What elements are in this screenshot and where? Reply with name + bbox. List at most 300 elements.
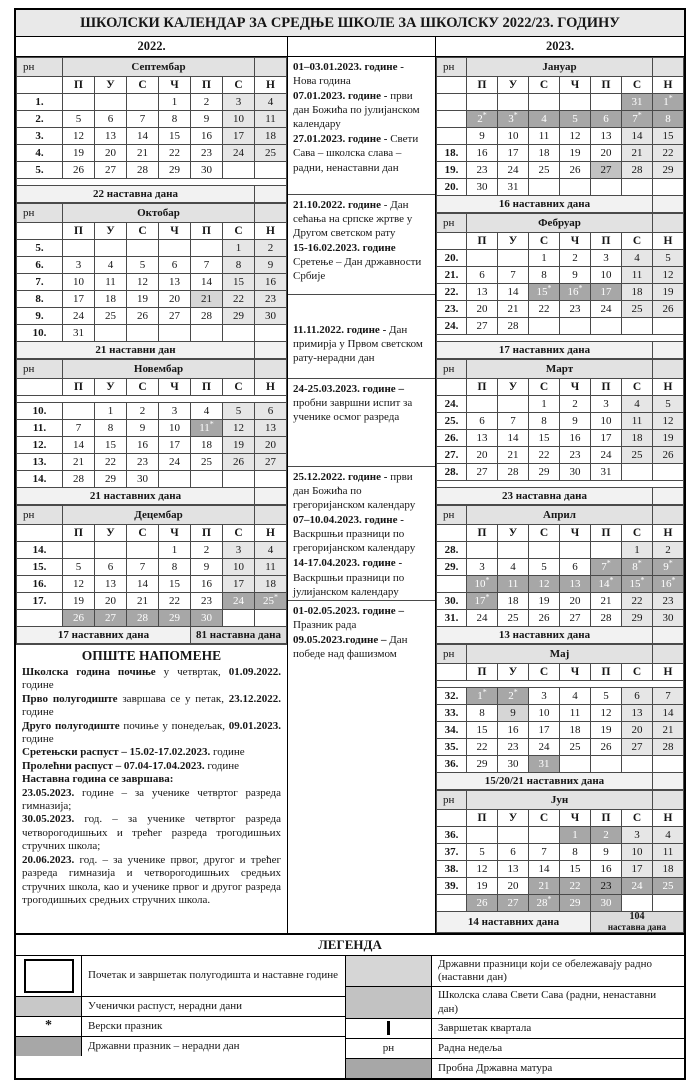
week-row <box>17 128 287 145</box>
week-number: 4. <box>17 145 63 162</box>
empty-day-cell <box>653 895 684 912</box>
day-cell: 17 <box>529 722 560 739</box>
day-cell: 5 <box>560 111 591 128</box>
week-number: 16. <box>17 576 63 593</box>
day-cell: 26 <box>223 454 255 471</box>
month-footer-row <box>437 773 684 790</box>
day-cell: 12 <box>653 413 684 430</box>
day-cell: 23 <box>467 162 498 179</box>
day-cell: 23 <box>653 593 684 610</box>
day-cell: 14 <box>127 128 159 145</box>
weeknum-header-cell <box>437 77 467 94</box>
day-cell: 24 <box>63 308 95 325</box>
day-cell: 2 <box>560 396 591 413</box>
legend-swatch <box>346 987 432 1017</box>
weekday-label: С <box>529 525 560 542</box>
weekday-label: П <box>467 810 498 827</box>
weekday-label: У <box>498 810 529 827</box>
month-header-end-cell <box>255 360 287 379</box>
day-cell: 2 <box>191 94 223 111</box>
empty-day-cell <box>622 756 653 773</box>
legend-label: Почетак и завршетак полугодишта и наставне године <box>88 969 338 982</box>
weekday-header-row <box>17 379 287 396</box>
spacer-cell <box>437 681 684 688</box>
weekday-label: П <box>191 525 223 542</box>
day-cell: 8 <box>467 705 498 722</box>
day-cell: 21 <box>591 593 622 610</box>
column-2022-months <box>16 57 288 933</box>
day-cell: 30 <box>191 610 223 627</box>
day-cell: 3* <box>498 111 529 128</box>
legend-row-right-3 <box>346 1039 684 1059</box>
holiday-note-section <box>288 57 435 195</box>
weekday-label: С <box>622 810 653 827</box>
week-row <box>437 267 684 284</box>
weekday-label: У <box>498 77 529 94</box>
empty-day-cell <box>591 318 622 335</box>
legend-label: Завршетак квартала <box>438 1021 532 1034</box>
empty-day-cell <box>223 471 255 488</box>
day-cell: 26 <box>467 895 498 912</box>
day-cell: 20 <box>560 593 591 610</box>
day-cell: 19 <box>591 722 622 739</box>
weekday-header-row <box>437 233 684 250</box>
holiday-note: 01–03.01.2023. године - Нова година <box>293 61 404 88</box>
month-header-row <box>17 506 287 525</box>
legend-left-column <box>16 956 346 1078</box>
day-cell: 3 <box>467 559 498 576</box>
day-cell: 19 <box>560 145 591 162</box>
empty-day-cell <box>255 471 287 488</box>
footer-empty-cell <box>653 627 684 644</box>
week-number: 33. <box>437 705 467 722</box>
day-cell: 1 <box>159 94 191 111</box>
day-cell: 1* <box>467 688 498 705</box>
week-column-header: рн <box>437 214 467 233</box>
day-cell: 26 <box>529 610 560 627</box>
year-left-label: 2022. <box>16 37 288 56</box>
general-remarks <box>16 644 287 933</box>
empty-day-cell <box>127 325 159 342</box>
week-number: 9. <box>17 308 63 325</box>
weekday-label: Н <box>653 810 684 827</box>
day-cell: 17 <box>159 437 191 454</box>
legend-swatch <box>346 1059 432 1078</box>
week-number: 7. <box>17 274 63 291</box>
holiday-asterisk: * <box>606 558 611 568</box>
week-number: 37. <box>437 844 467 861</box>
week-number-empty <box>437 128 467 145</box>
week-row <box>437 145 684 162</box>
day-cell: 5 <box>529 559 560 576</box>
day-cell: 12 <box>653 267 684 284</box>
week-column-header: рн <box>17 506 63 525</box>
month-header-row <box>437 360 684 379</box>
day-cell: 27 <box>498 895 529 912</box>
weekday-header-row <box>17 223 287 240</box>
weekday-label: П <box>63 223 95 240</box>
month-footer-row <box>17 186 287 203</box>
empty-day-cell <box>622 895 653 912</box>
day-cell: 29 <box>223 308 255 325</box>
empty-day-cell <box>467 94 498 111</box>
legend-title: ЛЕГЕНДА <box>16 935 684 956</box>
week-number: 24. <box>437 396 467 413</box>
day-cell: 7 <box>653 688 684 705</box>
day-cell: 24 <box>529 739 560 756</box>
day-cell: 14* <box>591 576 622 593</box>
weekday-label: С <box>529 233 560 250</box>
teaching-days-count: 17 наставних дана <box>17 627 191 644</box>
week-number-empty <box>437 111 467 128</box>
day-cell: 21 <box>529 878 560 895</box>
day-cell: 20 <box>95 145 127 162</box>
weekday-label: У <box>498 379 529 396</box>
week-number: 38. <box>437 861 467 878</box>
day-cell: 26 <box>127 308 159 325</box>
week-row <box>437 739 684 756</box>
weekday-label: С <box>622 233 653 250</box>
day-cell: 28 <box>622 162 653 179</box>
day-cell: 9 <box>191 111 223 128</box>
legend-swatch <box>346 1039 432 1058</box>
day-cell: 5 <box>127 257 159 274</box>
weekday-label: П <box>467 664 498 681</box>
legend <box>14 935 686 1080</box>
weekday-label: У <box>498 525 529 542</box>
empty-day-cell <box>95 325 127 342</box>
day-cell: 10 <box>529 705 560 722</box>
month-header-row <box>437 506 684 525</box>
day-cell: 19 <box>529 593 560 610</box>
semester-start-end-marker <box>24 959 74 993</box>
weekday-label: С <box>127 223 159 240</box>
color-swatch <box>346 956 431 986</box>
week-number: 6. <box>17 257 63 274</box>
month-header-row <box>17 360 287 379</box>
week-row <box>437 844 684 861</box>
day-cell: 15* <box>529 284 560 301</box>
holiday-note: 01-02.05.2023. године – Празник рада <box>293 605 404 632</box>
day-cell: 9 <box>560 413 591 430</box>
week-number: 5. <box>17 240 63 257</box>
week-number: 21. <box>437 267 467 284</box>
holiday-asterisk: * <box>274 592 278 602</box>
day-cell: 24 <box>223 593 255 610</box>
day-cell: 27 <box>591 162 622 179</box>
day-cell: 8 <box>529 413 560 430</box>
day-cell: 10* <box>467 576 498 593</box>
teaching-days-count: 15/20/21 наставних дана <box>437 773 653 790</box>
day-cell: 25 <box>653 878 684 895</box>
weekday-label: У <box>498 233 529 250</box>
day-cell: 31 <box>591 464 622 481</box>
year-middle-spacer <box>288 37 436 56</box>
month-header-end-cell <box>653 360 684 379</box>
holiday-asterisk: * <box>578 283 583 293</box>
week-number: 20. <box>437 250 467 267</box>
day-cell: 4 <box>255 542 287 559</box>
remark-paragraph: Наставна година се завршава: <box>22 773 174 786</box>
weeknum-header-cell <box>437 233 467 250</box>
day-cell: 6 <box>467 413 498 430</box>
day-cell: 5 <box>63 111 95 128</box>
weekday-label: Н <box>255 379 287 396</box>
day-cell: 22 <box>529 301 560 318</box>
day-cell: 5 <box>653 396 684 413</box>
week-number: 14. <box>17 542 63 559</box>
day-cell: 21 <box>653 722 684 739</box>
day-cell: 20 <box>159 291 191 308</box>
weekday-label: Ч <box>159 223 191 240</box>
week-row <box>437 284 684 301</box>
spacer-row <box>437 681 684 688</box>
weekday-label: П <box>591 77 622 94</box>
week-number: 29. <box>437 559 467 576</box>
day-cell: 15 <box>560 861 591 878</box>
day-cell: 15 <box>653 128 684 145</box>
weekday-label: С <box>127 379 159 396</box>
day-cell: 18 <box>622 430 653 447</box>
weekday-label: П <box>467 77 498 94</box>
month-Септембар <box>16 57 287 203</box>
month-header-row <box>437 791 684 810</box>
weekday-label: С <box>127 77 159 94</box>
week-column-header: рн <box>437 791 467 810</box>
day-cell: 18 <box>95 291 127 308</box>
day-cell: 29 <box>467 756 498 773</box>
day-cell: 26 <box>653 447 684 464</box>
legend-label: Пробна Државна матура <box>438 1061 553 1074</box>
teaching-days-number: 104 <box>629 911 645 922</box>
week-row <box>437 593 684 610</box>
remark-paragraph: Прво полугодиште завршава се у петак, 23.12.2022. године <box>22 692 281 719</box>
day-cell: 18 <box>498 593 529 610</box>
day-cell: 4 <box>498 559 529 576</box>
week-row <box>437 162 684 179</box>
day-cell: 30 <box>467 179 498 196</box>
week-column-header: рн <box>17 360 63 379</box>
weekday-label: П <box>591 664 622 681</box>
day-cell: 13 <box>159 274 191 291</box>
empty-day-cell <box>191 325 223 342</box>
legend-row-left-1 <box>16 997 345 1017</box>
holiday-note: 09.05.2023.године – Дан победе над фашизмом <box>293 634 408 661</box>
day-cell: 29 <box>622 610 653 627</box>
legend-right-column <box>346 956 684 1078</box>
day-cell: 12 <box>560 128 591 145</box>
remark-paragraph: 20.06.2023. год. – за ученике првог, другог и трећег разреда гимназија и четворогодишњих средњих стручних школа, као и ученике првог и другог разреда трогодишњих средњих стручних школа. <box>22 853 281 906</box>
day-cell: 15 <box>467 722 498 739</box>
day-cell: 7* <box>622 111 653 128</box>
remark-paragraph: Сретењски распуст – 15.02-17.02.2023. године <box>22 746 245 759</box>
quarter-end-line-marker <box>387 1021 391 1035</box>
weeknum-header-cell <box>17 525 63 542</box>
month-name: Април <box>467 506 653 525</box>
week-number: 22. <box>437 284 467 301</box>
legend-swatch <box>16 997 82 1016</box>
footer-empty-cell <box>255 488 287 505</box>
week-column-header: рн <box>437 645 467 664</box>
empty-day-cell <box>127 94 159 111</box>
week-number: 15. <box>17 559 63 576</box>
weekday-label: С <box>622 379 653 396</box>
day-cell: 1 <box>529 396 560 413</box>
day-cell: 3 <box>591 250 622 267</box>
week-number: 24. <box>437 318 467 335</box>
legend-label: Ученички распуст, нерадни дани <box>88 999 243 1012</box>
day-cell: 12 <box>591 705 622 722</box>
day-cell: 30 <box>255 308 287 325</box>
holiday-asterisk: * <box>547 283 552 293</box>
week-number-empty <box>17 610 63 627</box>
day-cell: 17 <box>591 284 622 301</box>
footer-empty-cell <box>653 488 684 505</box>
day-cell: 7 <box>127 111 159 128</box>
legend-row-left-3 <box>16 1037 345 1056</box>
day-cell: 30 <box>560 464 591 481</box>
week-number-empty <box>437 895 467 912</box>
weeknum-header-cell <box>437 379 467 396</box>
day-cell: 4 <box>191 403 223 420</box>
calendar-sheet <box>14 8 686 1080</box>
empty-day-cell <box>159 471 191 488</box>
spacer-row <box>437 335 684 342</box>
empty-day-cell <box>223 610 255 627</box>
color-swatch <box>346 987 431 1017</box>
teaching-days-count: 22 наставна дана <box>17 186 255 203</box>
month-footer-row <box>437 627 684 644</box>
day-cell: 3 <box>591 396 622 413</box>
day-cell: 1 <box>223 240 255 257</box>
month-footer-row <box>437 912 684 933</box>
day-cell: 25 <box>529 162 560 179</box>
day-cell: 7 <box>529 844 560 861</box>
day-cell: 5 <box>591 688 622 705</box>
day-cell: 14 <box>653 705 684 722</box>
day-cell: 20 <box>95 593 127 610</box>
day-cell: 30 <box>653 610 684 627</box>
footer-empty-cell <box>653 342 684 359</box>
legend-swatch <box>346 1019 432 1038</box>
day-cell: 1 <box>622 542 653 559</box>
weekday-header-row <box>437 810 684 827</box>
legend-label: Верски празник <box>88 1019 163 1032</box>
spacer-row <box>437 481 684 488</box>
day-cell: 31 <box>622 94 653 111</box>
day-cell: 13 <box>255 420 287 437</box>
day-cell: 8 <box>560 844 591 861</box>
calendar-body <box>16 57 684 933</box>
empty-day-cell <box>159 325 191 342</box>
empty-day-cell <box>498 396 529 413</box>
day-cell: 13 <box>467 284 498 301</box>
weekday-label: С <box>529 664 560 681</box>
day-cell: 24 <box>622 878 653 895</box>
day-cell: 7 <box>63 420 95 437</box>
week-row <box>437 559 684 576</box>
day-cell: 27 <box>467 318 498 335</box>
month-Мај <box>436 644 684 790</box>
day-cell: 22 <box>467 739 498 756</box>
holiday-asterisk: * <box>482 110 487 120</box>
day-cell: 24 <box>223 145 255 162</box>
day-cell: 2 <box>127 403 159 420</box>
day-cell: 5 <box>223 403 255 420</box>
week-row <box>437 610 684 627</box>
day-cell: 16 <box>191 128 223 145</box>
teaching-days-count: 16 наставних дана <box>437 196 653 213</box>
empty-day-cell <box>560 542 591 559</box>
color-swatch <box>346 1059 431 1078</box>
day-cell: 6 <box>591 111 622 128</box>
remark-paragraph: Пролећни распуст – 07.04-17.04.2023. године <box>22 759 240 772</box>
day-cell: 4 <box>622 396 653 413</box>
empty-day-cell <box>159 240 191 257</box>
teaching-days-count: 81 наставна дана <box>191 627 287 644</box>
teaching-days-count: 21 наставни дан <box>17 342 255 359</box>
day-cell: 15 <box>529 430 560 447</box>
color-swatch <box>16 1037 81 1056</box>
week-row <box>17 325 287 342</box>
month-Април <box>436 505 684 644</box>
week-number: 36. <box>437 756 467 773</box>
day-cell: 20 <box>498 878 529 895</box>
day-cell: 12 <box>63 576 95 593</box>
week-number: 10. <box>17 403 63 420</box>
week-row <box>17 308 287 325</box>
asterisk-symbol: * <box>45 1018 52 1034</box>
holiday-note: 07.01.2023. године - први дан Божића по јулијанском календару <box>293 90 420 131</box>
day-cell: 21 <box>127 145 159 162</box>
work-week-symbol: рн <box>382 1042 395 1055</box>
holiday-asterisk: * <box>668 93 673 103</box>
calendar-table <box>14 8 686 935</box>
holiday-note: 25.12.2022. године - први дан Божића по грегоријанском календару <box>293 471 416 512</box>
day-cell: 16 <box>191 576 223 593</box>
day-cell: 23 <box>127 454 159 471</box>
day-cell: 31 <box>498 179 529 196</box>
legend-swatch <box>346 956 432 986</box>
day-cell: 6 <box>255 403 287 420</box>
week-row <box>437 895 684 912</box>
day-cell: 18 <box>653 861 684 878</box>
week-row <box>17 576 287 593</box>
day-cell: 30 <box>498 756 529 773</box>
footer-empty-cell <box>255 342 287 359</box>
weekday-label: П <box>191 223 223 240</box>
day-cell: 9 <box>191 559 223 576</box>
day-cell: 12 <box>223 420 255 437</box>
weekday-label: П <box>191 379 223 396</box>
day-cell: 26 <box>63 162 95 179</box>
day-cell: 2 <box>191 542 223 559</box>
day-cell: 12 <box>467 861 498 878</box>
week-column-header: рн <box>437 58 467 77</box>
week-number: 5. <box>17 162 63 179</box>
day-cell: 28 <box>127 610 159 627</box>
empty-day-cell <box>255 162 287 179</box>
month-header-end-cell <box>653 791 684 810</box>
day-cell: 14 <box>498 430 529 447</box>
day-cell: 28 <box>591 610 622 627</box>
weekday-label: Ч <box>560 77 591 94</box>
day-cell: 3 <box>223 542 255 559</box>
empty-day-cell <box>95 542 127 559</box>
day-cell: 23 <box>591 878 622 895</box>
empty-day-cell <box>653 318 684 335</box>
weekday-label: С <box>529 379 560 396</box>
